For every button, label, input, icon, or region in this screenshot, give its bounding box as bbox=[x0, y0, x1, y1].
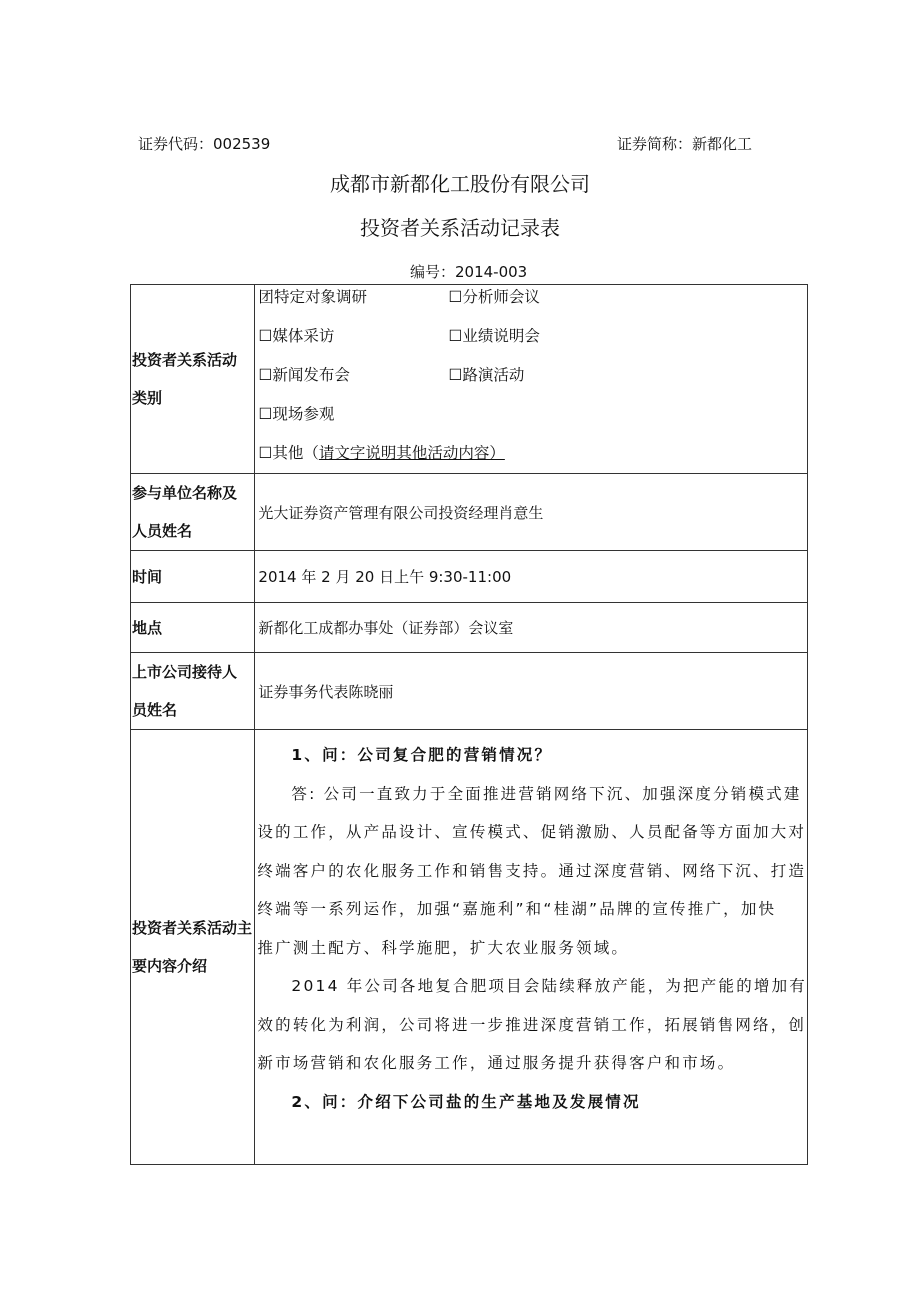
option-site-visit[interactable]: ☐现场参观 bbox=[258, 405, 335, 423]
row-participants bbox=[131, 474, 808, 551]
option-results-briefing[interactable]: ☐业绩说明会 bbox=[448, 327, 540, 345]
row-time bbox=[131, 551, 808, 603]
row-label: 投资者关系活动主 bbox=[132, 919, 253, 937]
participants-value: 光大证券资产管理有限公司投资经理肖意生 bbox=[255, 474, 808, 551]
content-line: 推广测土配方、科学施肥，扩大农业服务领域。 bbox=[257, 938, 630, 957]
record-number: 编号：2014-003 bbox=[410, 263, 528, 281]
row-label: 员姓名 bbox=[132, 701, 178, 719]
row-label: 类别 bbox=[132, 389, 163, 407]
row-activity-type bbox=[131, 285, 808, 474]
option-media-interview[interactable]: ☐媒体采访 bbox=[258, 327, 335, 345]
place-value: 新都化工成都办事处（证券部）会议室 bbox=[255, 603, 808, 653]
content-line: 答: 公司一直致力于全面推进营销网络下沉、加强深度分销模式建 bbox=[291, 784, 802, 803]
row-label: 时间 bbox=[131, 551, 255, 603]
content-line: 效的转化为利润，公司将进一步推进深度营销工作，拓展销售网络，创 bbox=[257, 1015, 807, 1034]
form-title: 投资者关系活动记录表 bbox=[360, 216, 560, 240]
row-label: 地点 bbox=[131, 603, 255, 653]
record-table bbox=[130, 284, 808, 1165]
option-other[interactable]: ☐其他（请文字说明其他活动内容） bbox=[258, 444, 505, 462]
company-title: 成都市新都化工股份有限公司 bbox=[330, 172, 590, 196]
option-analyst-meeting[interactable]: ☐分析师会议 bbox=[448, 288, 540, 306]
content-line: 新市场营销和农化服务工作，通过服务提升获得客户和市场。 bbox=[257, 1054, 736, 1072]
question-2: 2、问：介绍下公司盐的生产基地及发展情况 bbox=[291, 1092, 641, 1111]
option-roadshow[interactable]: ☐路演活动 bbox=[448, 366, 525, 384]
security-code: 证券代码：002539 bbox=[138, 135, 271, 153]
content-line: 2014 年公司各地复合肥项目会陆续释放产能，为把产能的增加有 bbox=[291, 977, 807, 995]
time-value: 2014 年 2 月 20 日上午 9:30-11:00 bbox=[255, 551, 808, 603]
content-line: 设的工作，从产品设计、宣传模式、促销激励、人员配备等方面加大对 bbox=[257, 823, 807, 841]
row-place bbox=[131, 603, 808, 653]
row-label: 上市公司接待人 bbox=[132, 663, 238, 681]
reception-value: 证券事务代表陈晓丽 bbox=[255, 653, 808, 730]
row-label: 人员姓名 bbox=[132, 522, 193, 540]
content-line: 终端客户的农化服务工作和销售支持。通过深度营销、网络下沉、打造 bbox=[257, 861, 807, 880]
option-specific-research[interactable]: 团特定对象调研 bbox=[258, 288, 367, 306]
content-line: 终端等一系列运作，加强“嘉施利”和“桂湖”品牌的宣传推广，加快 bbox=[257, 900, 777, 918]
row-label: 要内容介绍 bbox=[132, 957, 208, 975]
question-1: 1、问：公司复合肥的营销情况？ bbox=[291, 746, 553, 764]
row-reception bbox=[131, 653, 808, 730]
row-label: 参与单位名称及 bbox=[132, 484, 238, 502]
option-press-conference[interactable]: ☐新闻发布会 bbox=[258, 366, 350, 384]
row-content bbox=[131, 730, 808, 1165]
security-short-name: 证券简称：新都化工 bbox=[617, 135, 753, 153]
row-label: 投资者关系活动 bbox=[132, 351, 238, 369]
